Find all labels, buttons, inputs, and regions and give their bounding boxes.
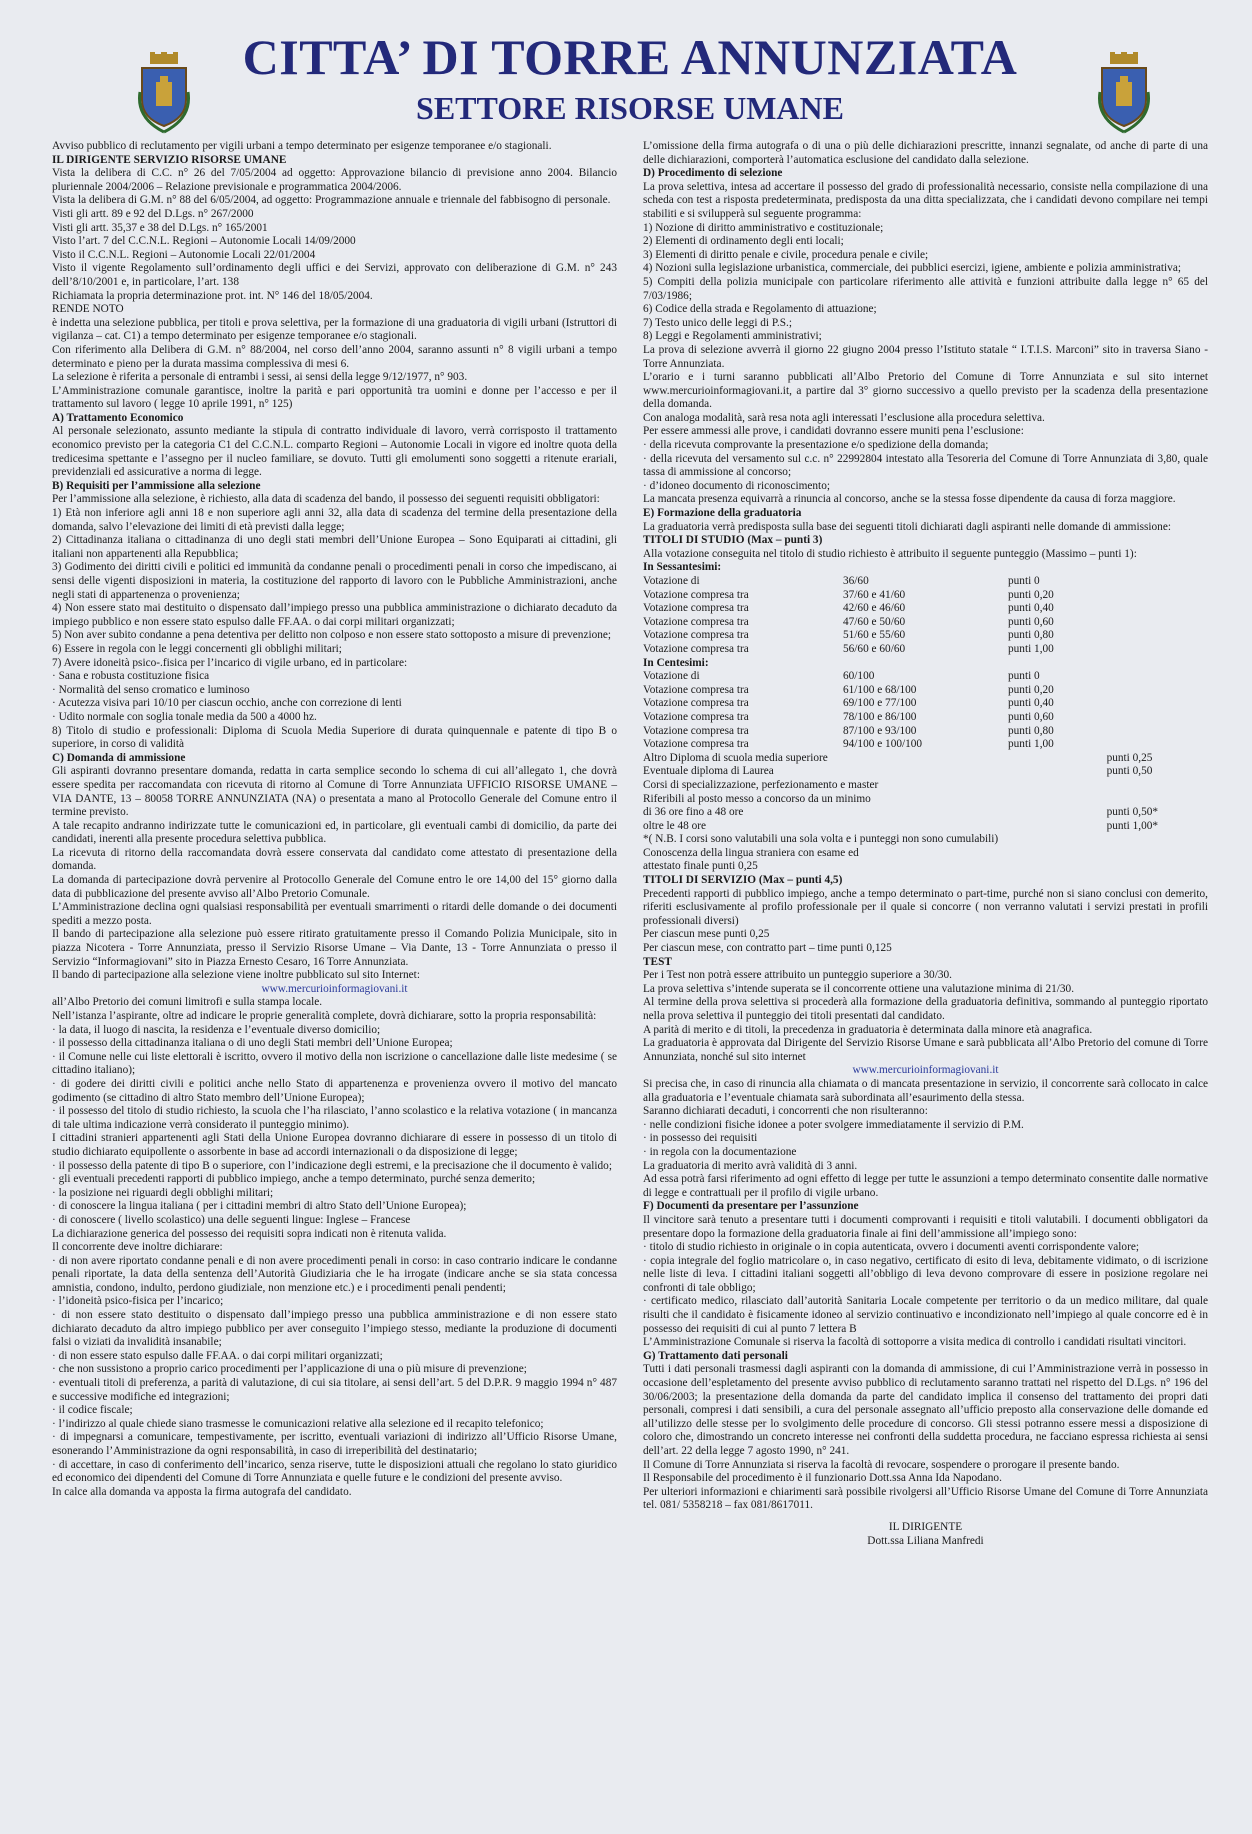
table-cell: punti 0,25 — [1106, 751, 1153, 764]
table-row — [643, 725, 1208, 739]
table-cell: 61/100 e 68/100 — [843, 683, 917, 696]
section-heading: TEST — [643, 955, 672, 968]
table-cell: punti 0,20 — [1008, 683, 1054, 696]
paragraph: 7) Testo unico delle leggi di P.S.; — [643, 316, 792, 329]
section-heading: A) Trattamento Economico — [52, 411, 184, 424]
paragraph: L’omissione della firma autografa o di una o più delle dichiarazioni prescritte, innanzi segnalate, od anche di parte di una delle dichiarazioni, comporterà l’automatica esclusione del candidato dalla selezione. — [643, 140, 1208, 166]
paragraph: 5) Compiti della polizia municipale con particolare riferimento alle attività e funzioni attribuite dalla legge n° 65 del 7/03/1986; — [643, 275, 1208, 302]
paragraph: · di non essere stato espulso dalle FF.AA. o dai corpi militari organizzati; — [52, 1349, 383, 1362]
paragraph: I cittadini stranieri appartenenti agli Stati della Unione Europea dovranno dichiarare di essere in possesso di un titolo di studio dichiarato equipollente o assorbente in base ad accordi internazionali o da disposizione di legge; — [52, 1132, 617, 1158]
paragraph: L’Amministrazione declina ogni qualsiasi responsabilità per eventuali smarrimenti o ritardi delle domande o dei documenti spediti a mezzo posta. — [52, 901, 617, 927]
paragraph: Per essere ammessi alle prove, i candidati dovranno essere muniti pena l’esclusione: — [643, 425, 1024, 438]
paragraph: · Udito normale con soglia tonale media da 500 a 4000 hz. — [52, 710, 317, 723]
table-row — [643, 820, 1208, 834]
city-crest-icon — [1096, 52, 1152, 136]
table-cell: 94/100 e 100/100 — [843, 738, 923, 751]
paragraph: La graduatoria è approvata dal Dirigente del Servizio Risorse Umane e sarà pubblicata all’Albo Pretorio del comune di Torre Annunziata, nonché sul sito internet — [643, 1037, 1208, 1063]
paragraph: Visto il vigente Regolamento sull’ordinamento degli uffici e dei Servizi, approvato con deliberazione di G.M. n° 243 dell’8/10/2001 e, in particolare, l’art. 138 — [52, 262, 617, 288]
paragraph: 4) Non essere stato mai destituito o dispensato dall’impiego presso una pubblica amministrazione o dichiarato decaduto da impiego pubblico e non essere stato espulso dalle FF.AA. o dai corpi militari organizzati; — [52, 602, 617, 628]
paragraph: Vista la delibera di G.M. n° 88 del 6/05/2004, ad oggetto: Programmazione annuale e triennale del fabbisogno di personale. — [52, 194, 611, 207]
table-cell: punti 1,00* — [1106, 819, 1159, 832]
paragraph: Vista la delibera di C.C. n° 26 del 7/05/2004 ad oggetto: Approvazione bilancio di previsione anno 2004. Bilancio pluriennale 2004/2006 – Relazione previsionale e programmatica 2004/2006. — [52, 167, 617, 193]
section-heading: D) Procedimento di selezione — [643, 167, 783, 180]
table-row — [643, 793, 1208, 807]
paragraph: Avviso pubblico di reclutamento per vigili urbani a tempo determinato per esigenze temporanee e/o stagionali. — [52, 140, 552, 152]
paragraph: A tale recapito andranno indirizzate tutte le comunicazioni ed, in particolare, gli eventuali cambi di domicilio, da parte dei candidati, inerenti alla presente procedura selettiva pubblica. — [52, 819, 617, 846]
paragraph: · in regola con la documentazione — [643, 1145, 797, 1158]
paragraph: · titolo di studio richiesto in originale o in copia autenticata, ovvero i documenti aventi corrispondente valore; — [643, 1241, 1139, 1254]
table-cell: Votazione compresa tra — [643, 683, 749, 696]
table-row — [643, 765, 1208, 779]
paragraph: Per ciascun mese, con contratto part – time punti 0,125 — [643, 942, 892, 955]
paragraph: 3) Godimento dei diritti civili e politici ed immunità da condanne penali o procedimenti penali in corso che impediscano, ai sensi delle vigenti disposizioni in materia, la costituzione del rapporto di lavoro con le Pubbliche Amministrazioni, anche negli stati di appartenenza o provenienza; — [52, 561, 617, 601]
table-cell: punti 0,60 — [1008, 615, 1054, 628]
paragraph: Precedenti rapporti di pubblico impiego, anche a tempo determinato o part-time, purché non si siano conclusi con demerito, riferiti esclusivamente al profilo professionale per il quale si concorre ( non verranno valutati i servizi prestati in profili professionali diversi) — [643, 887, 1208, 927]
section-heading: In Sessantesimi: — [643, 561, 722, 574]
paragraph: 1) Età non inferiore agli anni 18 e non superiore agli anni 32, alla data di scadenza del termine della presentazione della domanda, salvo l’elevazione dei limiti di età previsti dalla legge; — [52, 507, 617, 533]
table-cell: 42/60 e 46/60 — [843, 602, 906, 615]
table-sessantesimi — [643, 575, 1208, 657]
table-cell: Votazione compresa tra — [643, 697, 749, 710]
section-heading: TITOLI DI SERVIZIO (Max – punti 4,5) — [643, 874, 843, 887]
table-row — [643, 684, 1208, 698]
paragraph: Al personale selezionato, assunto mediante la stipula di contratto individuale di lavoro, verrà corrisposto il trattamento economico previsto per la categoria C1 del C.C.N.L. comparto Regioni – Autonomie Locali in vigore ed inoltre quota della tredicesima spettante e l’assegno per il nucleo familiare, se dovuto. Tutti gli emolumenti sono soggetti a ritenute erariali, previdenziali ed assicurative a norma di legge. — [52, 425, 617, 479]
paragraph: La dichiarazione generica del possesso dei requisiti sopra indicati non è ritenuta valida. — [52, 1227, 447, 1240]
section-heading: C) Domanda di ammissione — [52, 751, 186, 764]
table-cell: Votazione compresa tra — [643, 642, 749, 655]
section-heading: E) Formazione della graduatoria — [643, 507, 802, 520]
table-cell: 87/100 e 93/100 — [843, 724, 917, 737]
centesimi-label: In Centesimi: — [643, 656, 709, 669]
table-cell: Votazione compresa tra — [643, 724, 749, 737]
paragraph: 8) Leggi e Regolamenti amministrativi; — [643, 330, 822, 343]
paragraph: Per ciascun mese punti 0,25 — [643, 928, 770, 941]
paragraph: 3) Elementi di diritto penale e civile, procedura penale e civile; — [643, 248, 929, 261]
paragraph: · di conoscere ( livello scolastico) una delle seguenti lingue: Inglese – Francese — [52, 1213, 411, 1226]
table-cell: Corsi di specializzazione, perfezionamento e master — [643, 778, 879, 791]
table-cell: punti 0,60 — [1008, 710, 1054, 723]
paragraph: · copia integrale del foglio matricolare o, in caso negativo, certificato di esito di leva, debitamente vidimato, o di iscrizione nelle liste di leva. I cittadini italiani soggetti all’obbligo di leva devono comprovare di essere in posizione regolare nei confronti di tale obbligo; — [643, 1254, 1208, 1294]
paragraph: La ricevuta di ritorno della raccomandata dovrà essere conservata dal candidato come attestato di presentazione della domanda. — [52, 846, 617, 873]
table-cell: 60/100 — [843, 670, 875, 683]
paragraph: Al termine della prova selettiva si procederà alla formazione della graduatoria definitiva, sommando al punteggio riportato nella prova selettiva il punteggio dei titoli presentati dal candidato. — [643, 996, 1208, 1022]
paragraph: La prova selettiva s’intende superata se il concorrente ottiene una valutazione minima di 21/30. — [643, 982, 1075, 995]
paragraph: Il bando di partecipazione alla selezione può essere ritirato gratuitamente presso il Comando Polizia Municipale, sito in piazza Nicotera - Torre Annunziata, presso il Servizio Risorse Umane – Via Dante, 13 - Torre Annunziata o presso il Servizio “Informagiovani” sito in Piazza Ernesto Cesaro, 16 Torre Annunziata. — [52, 928, 617, 968]
table-cell — [1107, 779, 1208, 793]
paragraph: Alla votazione conseguita nel titolo di studio richiesto è attribuito il seguente punteggio (Massimo – punti 1): — [643, 547, 1137, 560]
table-cell: punti 0 — [1008, 670, 1040, 683]
paragraph: La graduatoria di merito avrà validità di 3 anni. — [643, 1159, 858, 1172]
table-cell: Votazione di — [643, 575, 700, 587]
paragraph: La prova selettiva, intesa ad accertare il possesso del grado di professionalità necessario, consiste nella compilazione di una scheda con test a risposta predeterminata, predisposta da una ditta specializzata, che i candidati devono compilare nei tempi stabiliti e si svilupperà sul seguente programma: — [643, 180, 1208, 220]
paragraph: 6) Codice della strada e Regolamento di attuazione; — [643, 303, 877, 316]
section-heading: IL DIRIGENTE SERVIZIO RISORSE UMANE — [52, 153, 287, 166]
left-column — [52, 140, 617, 1548]
paragraph: Saranno dichiarati decaduti, i concorrenti che non risulteranno: — [643, 1105, 928, 1118]
paragraph: Per l’ammissione alla selezione, è richiesto, alla data di scadenza del bando, il possesso dei seguenti requisiti obbligatori: — [52, 493, 600, 506]
paragraph: · il possesso della cittadinanza italiana o di uno degli Stati membri dell’Unione Europea; — [52, 1037, 453, 1050]
table-cell: Votazione compresa tra — [643, 629, 749, 642]
table-cell: di 36 ore fino a 48 ore — [643, 806, 744, 819]
paragraph: A parità di merito e di titoli, la precedenza in graduatoria è determinata dalla minore età anagrafica. — [643, 1023, 1093, 1036]
page-subtitle: SETTORE RISORSE UMANE — [416, 90, 844, 126]
table-cell: Votazione compresa tra — [643, 738, 749, 751]
paragraph: 2) Elementi di ordinamento degli enti locali; — [643, 235, 844, 248]
table-cell: punti 0,80 — [1008, 724, 1054, 737]
paragraph: Il vincitore sarà tenuto a presentare tutti i documenti comprovanti i requisiti e titoli valutabili. I documenti obbligatori da presentare dopo la formazione della graduatoria finale ai fini dell’ammissione all’impiego sono: — [643, 1213, 1208, 1240]
paragraph: Ad essa potrà farsi riferimento ad ogni effetto di legge per tutte le assunzioni a tempo determinato consentite dalle normative di legge e contrattuali per il profilo di vigile urbano. — [643, 1173, 1208, 1199]
table-cell: Votazione compresa tra — [643, 615, 749, 628]
table-cell: oltre le 48 ore — [643, 819, 707, 832]
website-link[interactable]: www.mercurioinformagiovani.it — [261, 982, 408, 995]
table-row — [643, 575, 1208, 589]
table-cell: 36/60 — [843, 575, 869, 587]
paragraph: Richiamata la propria determinazione prot. int. N° 146 del 18/05/2004. — [52, 289, 373, 302]
table-cell: Altro Diploma di scuola media superiore — [643, 751, 828, 764]
paragraph: · nelle condizioni fisiche idonee a poter svolgere immediatamente il servizio di P.M. — [643, 1118, 1024, 1131]
section-heading: F) Documenti da presentare per l’assunzione — [643, 1200, 859, 1213]
paragraph: Per ulteriori informazioni e chiarimenti sarà possibile rivolgersi all’Ufficio Risorse Umane del Comune di Torre Annunziata tel. 081/ 5358218 – fax 081/8617011. — [643, 1485, 1208, 1512]
paragraph: Si precisa che, in caso di rinuncia alla chiamata o di mancata presentazione in servizio, il concorrente sarà collocato in calce alla graduatoria e l’eventuale chiamata sarà subordinata all’esaurimento della stessa. — [643, 1077, 1208, 1104]
paragraph: · il Comune nelle cui liste elettorali è iscritto, ovvero il motivo della non iscrizione o cancellazione dalle liste medesime ( se cittadino italiano); — [52, 1050, 617, 1077]
table-cell: 37/60 e 41/60 — [843, 588, 906, 601]
table-cell: Votazione compresa tra — [643, 602, 749, 615]
table-cell: 56/60 e 60/60 — [843, 642, 906, 655]
table-row — [643, 643, 1208, 657]
paragraph: all’Albo Pretorio dei comuni limitrofi e sulla stampa locale. — [52, 996, 323, 1009]
section-heading: TITOLI DI STUDIO (Max – punti 3) — [643, 534, 823, 547]
table-row — [643, 629, 1208, 643]
paragraph: · Normalità del senso cromatico e luminoso — [52, 683, 250, 696]
table-cell: Votazione di — [643, 670, 700, 683]
table-cell: punti 0,40 — [1008, 697, 1054, 710]
paragraph: 6) Essere in regola con le leggi concernenti gli obblighi militari; — [52, 642, 342, 655]
signature-name: Dott.ssa Liliana Manfredi — [867, 1534, 984, 1547]
paragraph: · la posizione nei riguardi degli obblighi militari; — [52, 1186, 274, 1199]
paragraph: è indetta una selezione pubblica, per titoli e prova selettiva, per la formazione di una graduatoria di vigili urbani (Istruttori di vigilanza – cat. C1) a tempo determinato per esigenze temporanee e/o stagionali. — [52, 316, 617, 343]
table-cell: Eventuale diploma di Laurea — [643, 765, 774, 778]
paragraph: · di godere dei diritti civili e politici anche nello Stato di appartenenza e provenienza ovvero il motivo del mancato godimento (se cittadino di altro Stato membro dell’Unione Europea); — [52, 1077, 617, 1104]
table-row — [643, 589, 1208, 603]
paragraph: 5) Non aver subito condanne a pena detentiva per delitto non colposo e non essere stato sottoposto a misure di prevenzione; — [52, 629, 612, 642]
paragraph: · gli eventuali precedenti rapporti di pubblico impiego, anche a tempo determinato, purché senza demerito; — [52, 1173, 536, 1186]
paragraph: · il possesso del titolo di studio richiesto, la scuola che l’ha rilasciato, l’anno scolastico e la relativa votazione ( in mancanza di tale ultima indicazione verrà considerato il punteggio minimo). — [52, 1105, 617, 1131]
table-centesimi — [643, 670, 1208, 752]
table-row — [643, 806, 1208, 820]
table-cell: punti 1,00 — [1008, 642, 1054, 655]
paragraph: Con riferimento alla Delibera di G.M. n° 88/2004, nel corso dell’anno 2004, saranno assunti n° 8 vigili urbani a tempo determinato e pieno per la durata massima complessiva di mesi 6. — [52, 343, 617, 370]
table-cell: Votazione compresa tra — [643, 588, 749, 601]
paragraph: · di non avere riportato condanne penali e di non avere procedimenti penali in corso: in caso contrario indicare le condanne penali riportate, la data della sentenza dell’Autorità Giudiziaria che le ha irrogate (indicare anche se sia stata concessa amnistia, condono, indulto, perdono giudiziale, non menzione etc.) e i procedimenti penali pendenti; — [52, 1254, 617, 1294]
table-cell: punti 0,20 — [1008, 588, 1054, 601]
paragraph: Visto il C.C.N.L. Regioni – Autonomie Locali 22/01/2004 — [52, 248, 316, 261]
paragraph: · d’idoneo documento di riconoscimento; — [643, 479, 830, 492]
paragraph: Visti gli artt. 35,37 e 38 del D.Lgs. n° 165/2001 — [52, 221, 268, 234]
table-cell: punti 1,00 — [1008, 738, 1054, 751]
paragraph: La selezione è riferita a personale di entrambi i sessi, ai sensi della legge 9/12/1977, n° 903. — [52, 371, 468, 384]
paragraph: In calce alla domanda va apposta la firma autografa del candidato. — [52, 1485, 352, 1498]
paragraph: attestato finale punti 0,25 — [643, 860, 758, 873]
paragraph: Tutti i dati personali trasmessi dagli aspiranti con la domanda di ammissione, di cui l’Amministrazione verrà in possesso in occasione dell’espletamento del presente avviso pubblico di reclutamento saranno trattati nel rispetto del D.Lgs. n° 196 del 30/06/2003; la presentazione della domanda da parte del candidato implica il consenso del trattamento dei propri dati personali, compresi i dati sensibili, a cura del personale assegnato all’ufficio preposto alla conservazione delle domande ed all’utilizzo delle stesse per lo svolgimento delle procedure di concorso. Gli stessi potranno essere messi a disposizione di coloro che, dimostrando un concreto interesse nei confronti della suddetta procedura, ne facciano espressa richiesta ai sensi dell’art. 22 della legge 7 agosto 1990, n° 241. — [643, 1363, 1208, 1457]
paragraph: L’Amministrazione comunale garantisce, inoltre la parità e pari opportunità tra uomini e donne per l’accesso e per il trattamento sul lavoro ( legge 10 aprile 1991, n° 125) — [52, 384, 617, 411]
paragraph: Con analoga modalità, sarà resa nota agli interessati l’esclusione alla procedura selettiva. — [643, 411, 1045, 424]
paragraph: Nell’istanza l’aspirante, oltre ad indicare le proprie generalità complete, dovrà dichiarare, sotto la propria responsabilità: — [52, 1010, 597, 1022]
paragraph: Gli aspiranti dovranno presentare domanda, redatta in carta semplice secondo lo schema di cui all’allegato 1, che dovrà essere spedita per raccomandata con ricevuta di ritorno al Comune di Torre Annunziata UFFICIO RISORSE UMANE – VIA DANTE, 13 – 80058 TORRE ANNUNZIATA (NA) o presentata a mano al Protocollo Generale del Comune entro il termine previsto. — [52, 765, 617, 819]
section-heading: B) Requisiti per l’ammissione alla selezione — [52, 479, 261, 492]
paragraph: *( N.B. I corsi sono valutabili una sola volta e i punteggi non sono cumulabili) — [643, 833, 999, 846]
paragraph: · della ricevuta comprovante la presentazione e/o spedizione della domanda; — [643, 439, 989, 452]
paragraph: La domanda di partecipazione dovrà pervenire al Protocollo Generale del Comune entro le ore 14,00 del 15° giorno dalla data di pubblicazione del presente avviso all’Albo Pretorio Comunale. — [52, 874, 617, 900]
paragraph: · certificato medico, rilasciato dall’autorità Sanitaria Locale competente per territorio o da un medico militare, dal quale risulti che il candidato è fisicamente idoneo al servizio continuativo e incondizionato nell’impiego al quale concorre ed è in possesso dei requisiti di cui al punto 7 lettera B — [643, 1295, 1208, 1335]
paragraph: L’orario e i turni saranno pubblicati all’Albo Pretorio del Comune di Torre Annunziata e sul sito internet www.mercurioinformagiovani.it, a partire dal 3° giorno successivo a quello previsto per la scadenza della presentazione della domanda. — [643, 371, 1208, 411]
table-row — [643, 752, 1208, 766]
paragraph: 4) Nozioni sulla legislazione urbanistica, commerciale, dei pubblici esercizi, igiene, ambiente e polizia amministrativa; — [643, 262, 1181, 275]
right-column-bottom — [643, 833, 1208, 1513]
paragraph: 1) Nozione di diritto amministrativo e costituzionale; — [643, 221, 884, 234]
table-row — [643, 616, 1208, 630]
paragraph: Il Responsabile del procedimento è il funzionario Dott.ssa Anna Ida Napodano. — [643, 1472, 1002, 1485]
paragraph: · l’idoneità psico-fisica per l’incarico; — [52, 1295, 224, 1308]
table-row — [643, 670, 1208, 684]
paragraph: 8) Titolo di studio e professionali: Diploma di Scuola Media Superiore di durata quinquennale e patente di tipo B o superiore, in corso di validità — [52, 724, 617, 751]
paragraph: · di accettare, in caso di conferimento dell’incarico, senza riserve, tutte le disposizioni attuali che regolano lo stato giuridico ed economico dei dipendenti del Comune di Torre Annunziata e quelle future e le condizioni del presente avviso. — [52, 1458, 617, 1485]
paragraph: La graduatoria verrà predisposta sulla base dei seguenti titoli dichiarati dagli aspiranti nelle domande di ammissione: — [643, 520, 1171, 533]
paragraph: · eventuali titoli di preferenza, a parità di valutazione, di cui sia titolare, ai sensi dell’art. 5 del D.P.R. 9 maggio 1994 n° 487 e successive modifiche ed integrazioni; — [52, 1377, 617, 1403]
website-link[interactable]: www.mercurioinformagiovani.it — [852, 1064, 999, 1077]
paragraph: 2) Cittadinanza italiana o cittadinanza di uno degli stati membri dell’Unione Europea – Sono Equiparati ai cittadini, gli italiani non appartenenti alla Repubblica; — [52, 534, 617, 560]
paragraph: Conoscenza della lingua straniera con esame ed — [643, 846, 859, 859]
table-cell: punti 0,80 — [1008, 629, 1054, 642]
paragraph: Visti gli artt. 89 e 92 del D.Lgs. n° 267/2000 — [52, 207, 254, 220]
table-cell: 47/60 e 50/60 — [843, 615, 906, 628]
paragraph: · in possesso dei requisiti — [643, 1132, 758, 1145]
table-row — [643, 779, 1208, 793]
paragraph: · il codice fiscale; — [52, 1404, 133, 1417]
table-cell: 78/100 e 86/100 — [843, 710, 917, 723]
signature-block — [643, 1521, 1208, 1548]
paragraph: Il bando di partecipazione alla selezione viene inoltre pubblicato sul sito Internet: — [52, 969, 420, 982]
paragraph: · di non essere stato destituito o dispensato dall’impiego presso una pubblica amministrazione e di non essere stato dichiarato decaduto da altro impiego pubblico per aver conseguito l’impiego stesso, mediante la produzione di documenti falsi o viziati da invalidità insanabile; — [52, 1309, 617, 1349]
paragraph: · di impegnarsi a comunicare, tempestivamente, per iscritto, eventuali variazioni di indirizzo all’Ufficio Risorse Umane, esonerando l’Amministrazione da ogni responsabilità, in caso di irreperibilità del destinatario; — [52, 1431, 617, 1457]
table-cell: 51/60 e 55/60 — [843, 629, 906, 642]
paragraph: Il Comune di Torre Annunziata si riserva la facoltà di revocare, sospendere o prorogare il presente bando. — [643, 1458, 1120, 1471]
paragraph: · di conoscere la lingua italiana ( per i cittadini membri di altro Stato dell’Unione Europea); — [52, 1200, 467, 1213]
table-row — [643, 602, 1208, 616]
signature-role: IL DIRIGENTE — [888, 1520, 963, 1533]
table-other-titles — [643, 752, 1208, 834]
paragraph: RENDE NOTO — [52, 303, 124, 316]
right-column-top — [643, 140, 1208, 575]
table-cell — [1107, 793, 1208, 807]
paragraph: Il concorrente deve inoltre dichiarare: — [52, 1241, 223, 1254]
paragraph: · della ricevuta del versamento sul c.c. n° 22992804 intestato alla Tesoreria del Comune di Torre Annunziata di 3,80, quale tassa di ammissione al concorso; — [643, 452, 1208, 479]
table-cell: punti 0,50 — [1106, 765, 1153, 778]
paragraph: · Acutezza visiva pari 10/10 per ciascun occhio, anche con correzione di lenti — [52, 697, 402, 710]
paragraph: · Sana e robusta costituzione fisica — [52, 670, 210, 683]
paragraph: · il possesso della patente di tipo B o superiore, con l’indicazione degli estremi, e la precisazione che il documento è valido; — [52, 1159, 612, 1172]
paragraph: L’Amministrazione Comunale si riserva la facoltà di sottoporre a visita medica di controllo i candidati risultati vincitori. — [643, 1336, 1187, 1349]
paragraph: · l’indirizzo al quale chiede siano trasmesse le comunicazioni relative alla selezione ed il recapito telefonico; — [52, 1417, 544, 1430]
table-row — [643, 697, 1208, 711]
table-row — [643, 711, 1208, 725]
paragraph: 7) Avere idoneità psico-.fisica per l’incarico di vigile urbano, ed in particolare: — [52, 656, 408, 669]
page-header — [52, 30, 1208, 140]
paragraph: · che non sussistono a proprio carico procedimenti per l’applicazione di una o più misure di prevenzione; — [52, 1363, 527, 1376]
paragraph: Per i Test non potrà essere attribuito un punteggio superiore a 30/30. — [643, 969, 952, 982]
table-cell: Votazione compresa tra — [643, 710, 749, 723]
city-crest-icon — [136, 52, 192, 136]
paragraph: · la data, il luogo di nascita, la residenza e l’eventuale diverso domicilio; — [52, 1023, 381, 1036]
paragraph: La prova di selezione avverrà il giorno 22 giugno 2004 presso l’Istituto statale “ I.T.I.S. Marconi” sito in traversa Siano - Torre Annunziata. — [643, 343, 1208, 370]
section-heading: G) Trattamento dati personali — [643, 1349, 788, 1362]
right-column — [643, 140, 1208, 1548]
table-row — [643, 738, 1208, 752]
table-cell: Riferibili al posto messo a concorso da un minimo — [643, 792, 871, 805]
paragraph: La mancata presenza equivarrà a rinuncia al concorso, anche se la stessa fosse dipendente da causa di forza maggiore. — [643, 493, 1176, 506]
table-cell: 69/100 e 77/100 — [843, 697, 917, 710]
table-cell: punti 0,50* — [1106, 806, 1159, 819]
table-cell: punti 0 — [1008, 575, 1040, 587]
paragraph: Visto l’art. 7 del C.C.N.L. Regioni – Autonomie Locali 14/09/2000 — [52, 235, 356, 248]
page-title: CITTA’ DI TORRE ANNUNZIATA — [242, 29, 1018, 85]
table-cell: punti 0,40 — [1008, 602, 1054, 615]
